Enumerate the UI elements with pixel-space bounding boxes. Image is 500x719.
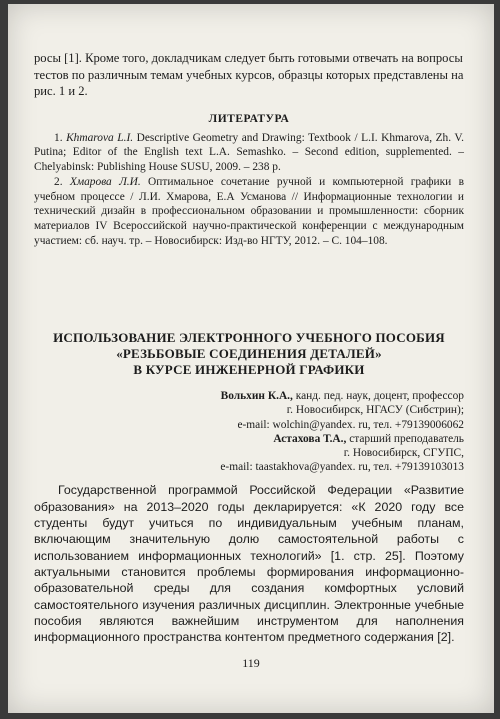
author-block — [34, 389, 464, 474]
page-number: 119 — [242, 656, 260, 670]
reference-text: Оптимальное сочетание ручной и компьютерной графики в учебном процессе / Л.И. Хмарова, Е.А Усманова // Информационные технологии и технический дизайн в профессиональном образовании и промышленности: сборник материалов IV Всероссийской научно-практической конференции с международным участием: сб. науч. тр. – Новосибирск: Изд-во НГТУ, 2012. – С. 104–108. — [34, 176, 464, 247]
author-line — [34, 389, 464, 403]
reference-author: Khmarova L.I. — [66, 131, 134, 144]
book-page — [8, 4, 494, 713]
article-title-line: «РЕЗЬБОВЫЕ СОЕДИНЕНИЯ ДЕТАЛЕЙ» — [116, 346, 382, 362]
intro-paragraph: росы [1]. Кроме того, докладчикам следует быть готовыми отвечать на вопросы тестов по различным темам учебных курсов, образцы которых представлены на рис. 1 и 2. — [34, 51, 464, 98]
reference-item — [34, 131, 464, 175]
reference-item — [34, 175, 464, 248]
author-position: старший преподаватель — [349, 432, 464, 445]
reference-text: Descriptive Geometry and Drawing: Textbook / L.I. Khmarova, Zh. V. Putina; Editor of the English text L.A. Semashko. – Second edition, supplemented. – Chelyabinsk: Publishing House SUSU, 2009. – 238 p. — [34, 131, 464, 173]
article-title-line: ИСПОЛЬЗОВАНИЕ ЭЛЕКТРОННОГО УЧЕБНОГО ПОСОБИЯ — [53, 330, 445, 346]
author-name: Астахова Т.А., — [273, 432, 347, 445]
author-contact: e-mail: wolchin@yandex. ru, тел. +79139006062 — [237, 418, 464, 431]
literature-heading: ЛИТЕРАТУРА — [208, 112, 290, 125]
article-title-line: В КУРСЕ ИНЖЕНЕРНОЙ ГРАФИКИ — [133, 362, 365, 378]
author-contact: e-mail: taastakhova@yandex. ru, тел. +79139103013 — [220, 461, 464, 474]
article-title — [34, 330, 464, 378]
author-position: канд. пед. наук, доцент, профессор — [295, 390, 464, 403]
author-line — [34, 432, 464, 446]
reference-number: 1. — [54, 131, 63, 144]
reference-author: Хмарова Л.И. — [69, 176, 141, 189]
author-name: Вольхин К.А., — [220, 390, 293, 403]
author-affiliation: г. Новосибирск, СГУПС, — [343, 447, 464, 460]
reference-number: 2. — [54, 176, 63, 189]
author-affiliation: г. Новосибирск, НГАСУ (Сибстрин); — [286, 404, 464, 417]
page-content — [34, 50, 464, 645]
article-body-paragraph: Государственной программой Российской Федерации «Развитие образования» на 2013–2020 годы декларируется: «К 2020 году все студенты будут учиться по индивидуальным учебным планам, включающим значительную долю самостоятельной работы с использованием информационных технологий» [1. стр. 25]. Поэтому актуальными становится проблемы формирования информационно-образовательной среды для создания комфортных условий самостоятельного изучения различных дисциплин. Электронные учебные пособия являются важнейшим инструментом для наполнения информационного пространства контентом предметного содержания [2]. — [34, 483, 464, 645]
